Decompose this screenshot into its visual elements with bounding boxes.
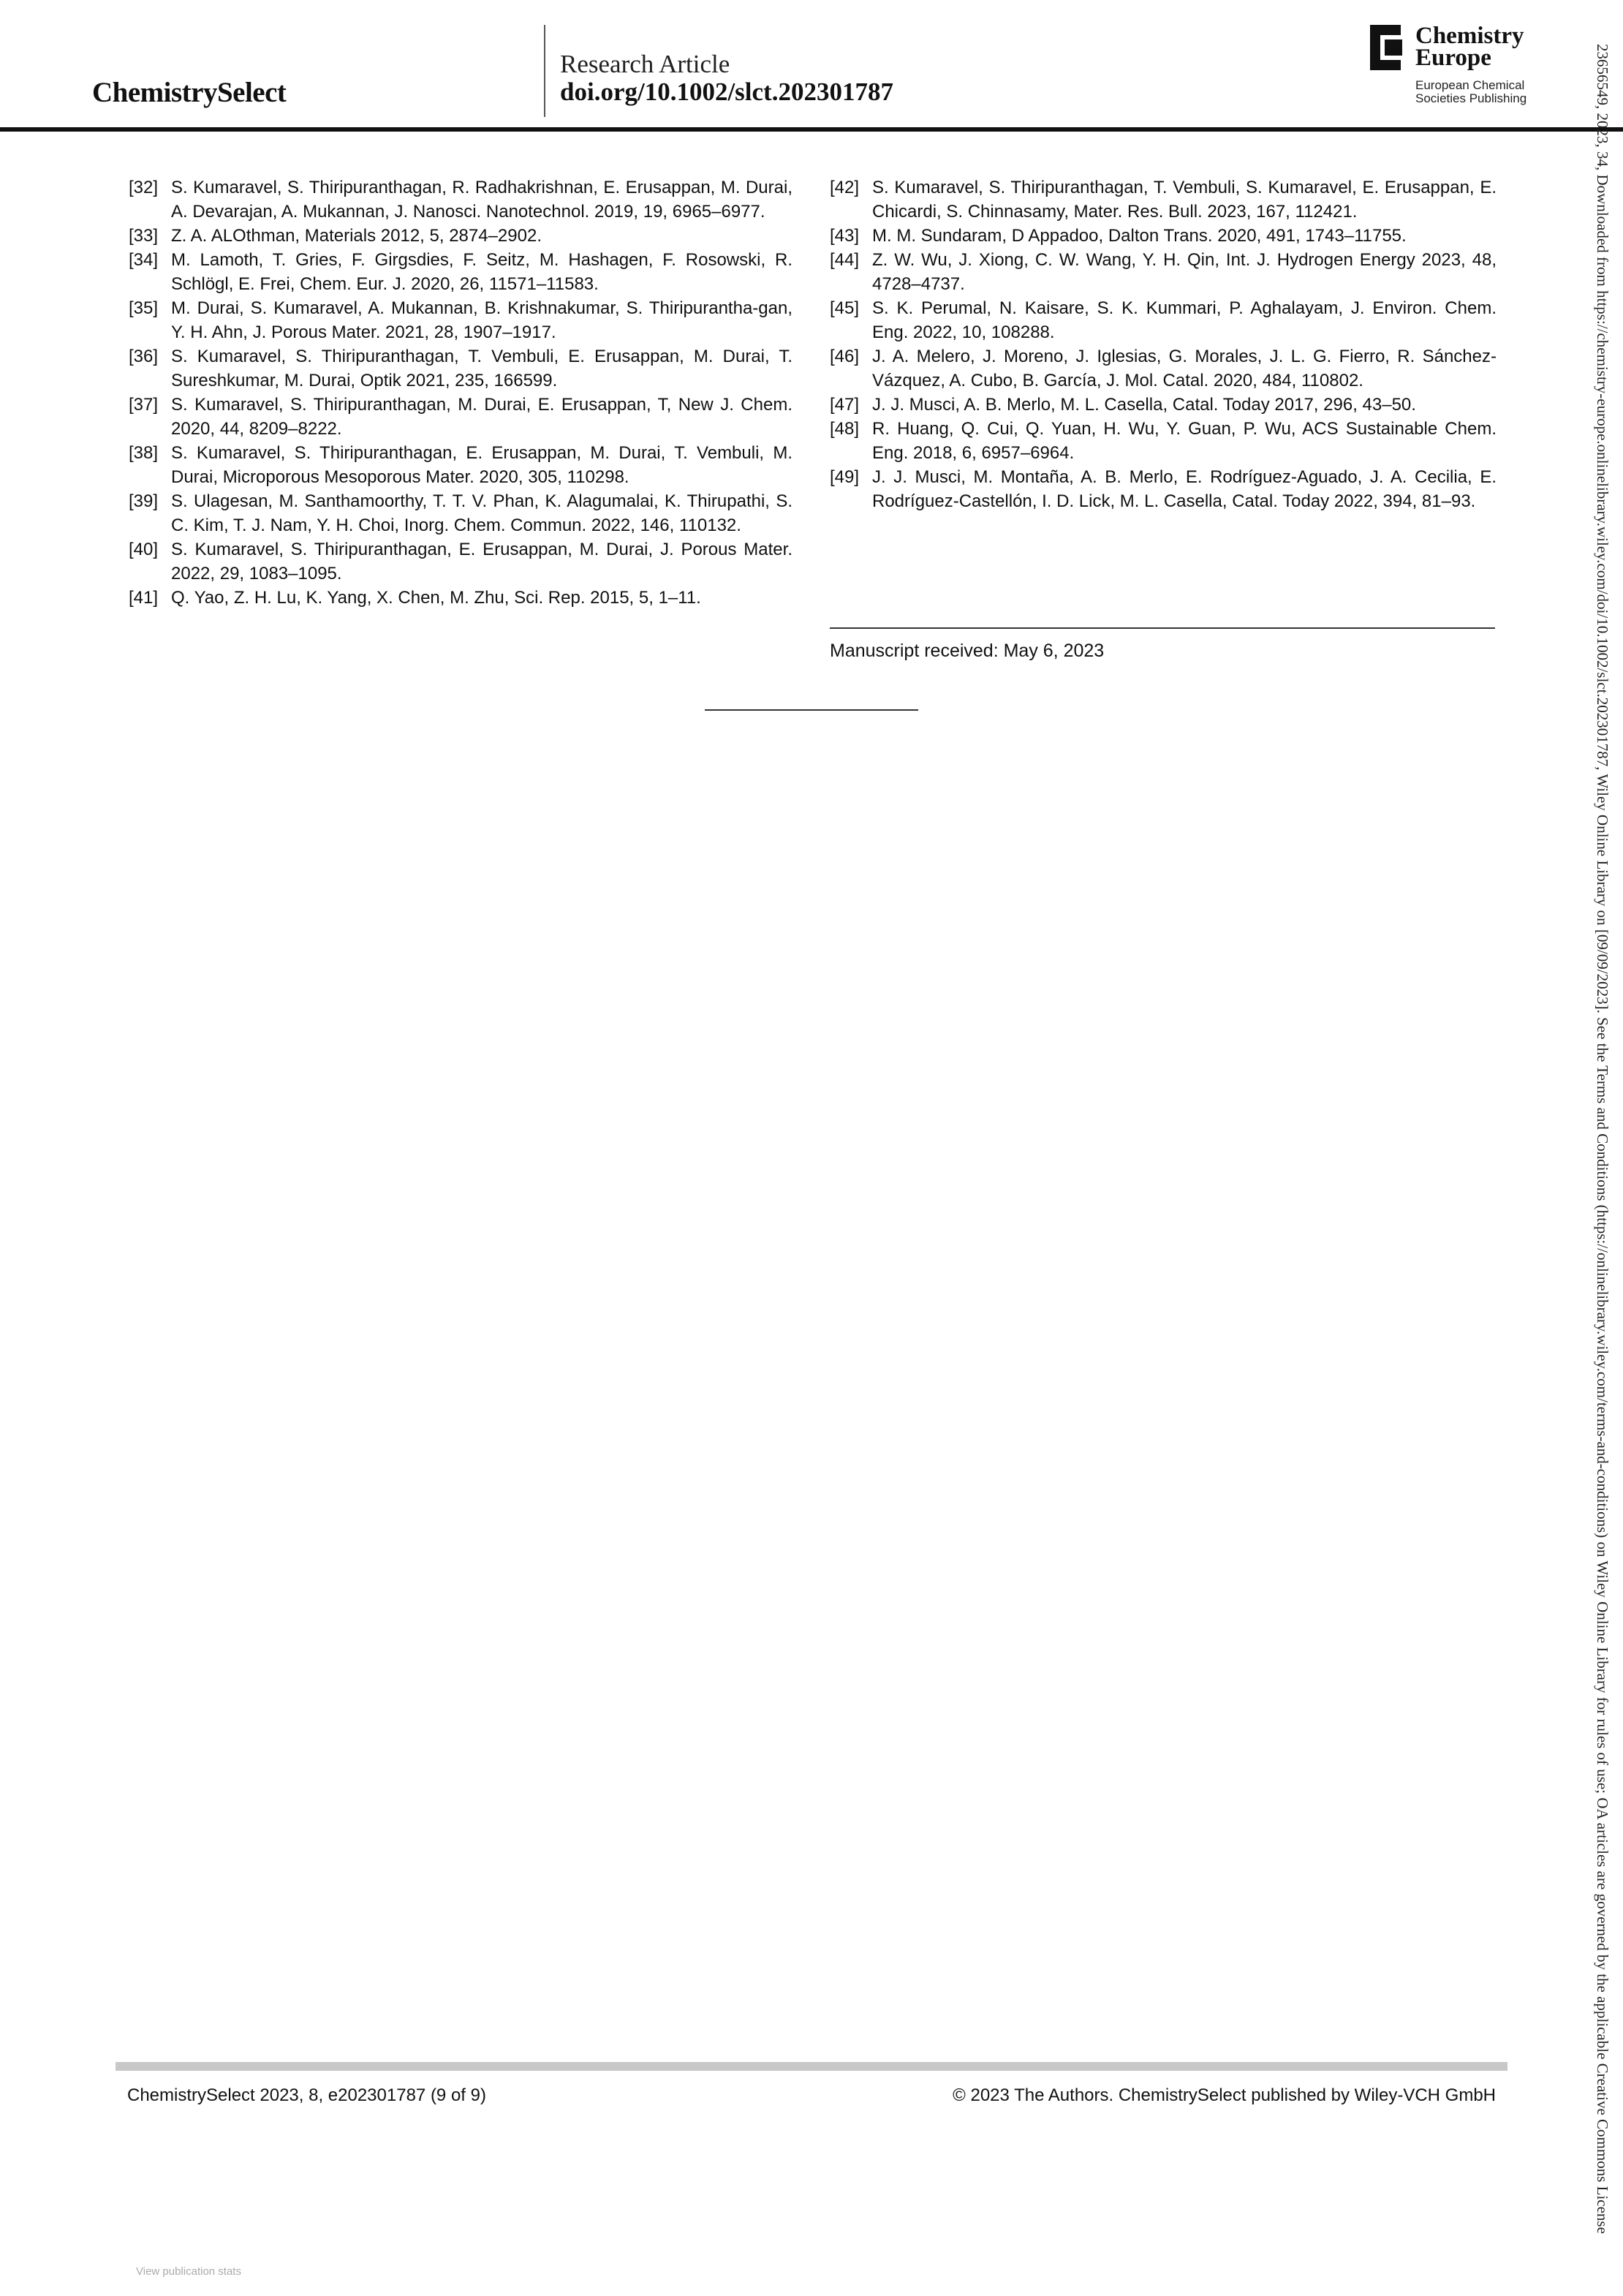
reference-item [129, 296, 792, 344]
reference-number: [39] [129, 491, 159, 511]
reference-text: M. Lamoth, T. Gries, F. Girgsdies, F. Seitz, M. Hashagen, F. Rosowski, R. Schlögl, E. Frei, Chem. Eur. J. 2020, 26, 11571–11583. [171, 250, 792, 294]
reference-item [830, 175, 1497, 224]
reference-item [830, 417, 1497, 465]
reference-number: [43] [830, 226, 860, 246]
reference-text: J. J. Musci, A. B. Merlo, M. L. Casella, Catal. Today 2017, 296, 43–50. [872, 395, 1416, 415]
reference-item [129, 248, 792, 296]
reference-number: [33] [129, 226, 159, 246]
references-left-column [129, 175, 792, 610]
reference-item [830, 393, 1497, 417]
reference-text: S. Kumaravel, S. Thiripuranthagan, T. Vembuli, E. Erusappan, M. Durai, T. Sureshkumar, M. Durai, Optik 2021, 235, 166599. [171, 347, 792, 390]
reference-number: [48] [830, 419, 860, 439]
reference-number: [46] [830, 347, 860, 366]
reference-number: [37] [129, 395, 159, 415]
reference-item [129, 441, 792, 489]
reference-number: [42] [830, 178, 860, 197]
reference-number: [32] [129, 178, 159, 197]
article-type: Research Article [560, 50, 730, 78]
view-publication-stats-link[interactable]: View publication stats [136, 2265, 241, 2278]
reference-item [129, 344, 792, 393]
reference-number: [36] [129, 347, 159, 366]
header-rule [0, 127, 1623, 132]
footer-citation: ChemistrySelect 2023, 8, e202301787 (9 of 9) [127, 2085, 486, 2105]
reference-text: J. J. Musci, M. Montaña, A. B. Merlo, E. Rodríguez-Aguado, J. A. Cecilia, E. Rodríguez-Castellón, I. D. Lick, M. L. Casella, Catal. Today 2022, 394, 81–93. [872, 467, 1497, 511]
reference-item [129, 586, 792, 610]
chemistry-europe-logo-icon [1370, 25, 1412, 70]
download-side-note: 23656549, 2023, 34, Downloaded from https://chemistry-europe.onlinelibrary.wiley.com/doi/10.1002/slct.202301787, Wiley Online Library on [09/09/2023]. See the Terms and Conditions (https://onlinelibrary.wiley.com/terms-and-conditions) on Wiley Online Library for rules of use; OA articles are governed by the applicable Creative Commons License [1594, 44, 1611, 2234]
manuscript-rule [830, 627, 1495, 629]
reference-text: S. K. Perumal, N. Kaisare, S. K. Kummari, P. Aghalayam, J. Environ. Chem. Eng. 2022, 10, 108288. [872, 298, 1497, 342]
journal-title: ChemistrySelect [92, 77, 287, 108]
reference-number: [49] [830, 467, 860, 487]
doi-link[interactable]: doi.org/10.1002/slct.202301787 [560, 78, 893, 106]
footer-bar [116, 2062, 1507, 2071]
reference-item [830, 248, 1497, 296]
reference-text: S. Kumaravel, S. Thiripuranthagan, R. Radhakrishnan, E. Erusappan, M. Durai, A. Devarajan, A. Mukannan, J. Nanosci. Nanotechnol. 2019, 19, 6965–6977. [171, 178, 792, 222]
reference-number: [47] [830, 395, 860, 415]
publisher-name-line1: Chemistry [1415, 23, 1524, 49]
reference-number: [38] [129, 443, 159, 463]
reference-item [830, 344, 1497, 393]
reference-text: J. A. Melero, J. Moreno, J. Iglesias, G. Morales, J. L. G. Fierro, R. Sánchez-Vázquez, A. Cubo, B. García, J. Mol. Catal. 2020, 484, 110802. [872, 347, 1497, 390]
reference-text: S. Kumaravel, S. Thiripuranthagan, E. Erusappan, M. Durai, T. Vembuli, M. Durai, Microporous Mesoporous Mater. 2020, 305, 110298. [171, 443, 792, 487]
reference-text: R. Huang, Q. Cui, Q. Yuan, H. Wu, Y. Guan, P. Wu, ACS Sustainable Chem. Eng. 2018, 6, 6957–6964. [872, 419, 1497, 463]
reference-text: S. Kumaravel, S. Thiripuranthagan, M. Durai, E. Erusappan, T, New J. Chem. 2020, 44, 8209–8222. [171, 395, 792, 439]
reference-item [129, 537, 792, 586]
reference-number: [44] [830, 250, 860, 270]
reference-text: Z. A. ALOthman, Materials 2012, 5, 2874–2902. [171, 226, 542, 246]
reference-item [129, 489, 792, 537]
reference-text: Z. W. Wu, J. Xiong, C. W. Wang, Y. H. Qin, Int. J. Hydrogen Energy 2023, 48, 4728–4737. [872, 250, 1497, 294]
footer-copyright: © 2023 The Authors. ChemistrySelect published by Wiley-VCH GmbH [953, 2085, 1496, 2105]
reference-number: [45] [830, 298, 860, 318]
reference-item [830, 224, 1497, 248]
reference-text: Q. Yao, Z. H. Lu, K. Yang, X. Chen, M. Zhu, Sci. Rep. 2015, 5, 1–11. [171, 588, 701, 608]
reference-item [830, 296, 1497, 344]
header-divider [544, 25, 545, 117]
reference-text: M. Durai, S. Kumaravel, A. Mukannan, B. Krishnakumar, S. Thiripurantha-gan, Y. H. Ahn, J. Porous Mater. 2021, 28, 1907–1917. [171, 298, 792, 342]
publisher-subtitle-line1: European Chemical [1415, 78, 1525, 92]
reference-number: [41] [129, 588, 159, 608]
reference-item [129, 393, 792, 441]
reference-item [129, 224, 792, 248]
reference-text: M. M. Sundaram, D Appadoo, Dalton Trans. 2020, 491, 1743–11755. [872, 226, 1407, 246]
reference-number: [35] [129, 298, 159, 318]
reference-text: S. Kumaravel, S. Thiripuranthagan, E. Erusappan, M. Durai, J. Porous Mater. 2022, 29, 1083–1095. [171, 540, 792, 584]
end-rule [705, 709, 918, 711]
reference-text: S. Ulagesan, M. Santhamoorthy, T. T. V. Phan, K. Alagumalai, K. Thirupathi, S. C. Kim, T. J. Nam, Y. H. Choi, Inorg. Chem. Commun. 2022, 146, 110132. [171, 491, 792, 535]
reference-item [129, 175, 792, 224]
reference-text: S. Kumaravel, S. Thiripuranthagan, T. Vembuli, S. Kumaravel, E. Erusappan, E. Chicardi, S. Chinnasamy, Mater. Res. Bull. 2023, 167, 112421. [872, 178, 1497, 222]
publisher-subtitle-line2: Societies Publishing [1415, 91, 1527, 105]
publisher-name-line2: Europe [1415, 45, 1491, 71]
manuscript-received: Manuscript received: May 6, 2023 [830, 641, 1105, 661]
reference-number: [34] [129, 250, 159, 270]
references-right-column [830, 175, 1497, 513]
reference-item [830, 465, 1497, 513]
reference-number: [40] [129, 540, 159, 559]
